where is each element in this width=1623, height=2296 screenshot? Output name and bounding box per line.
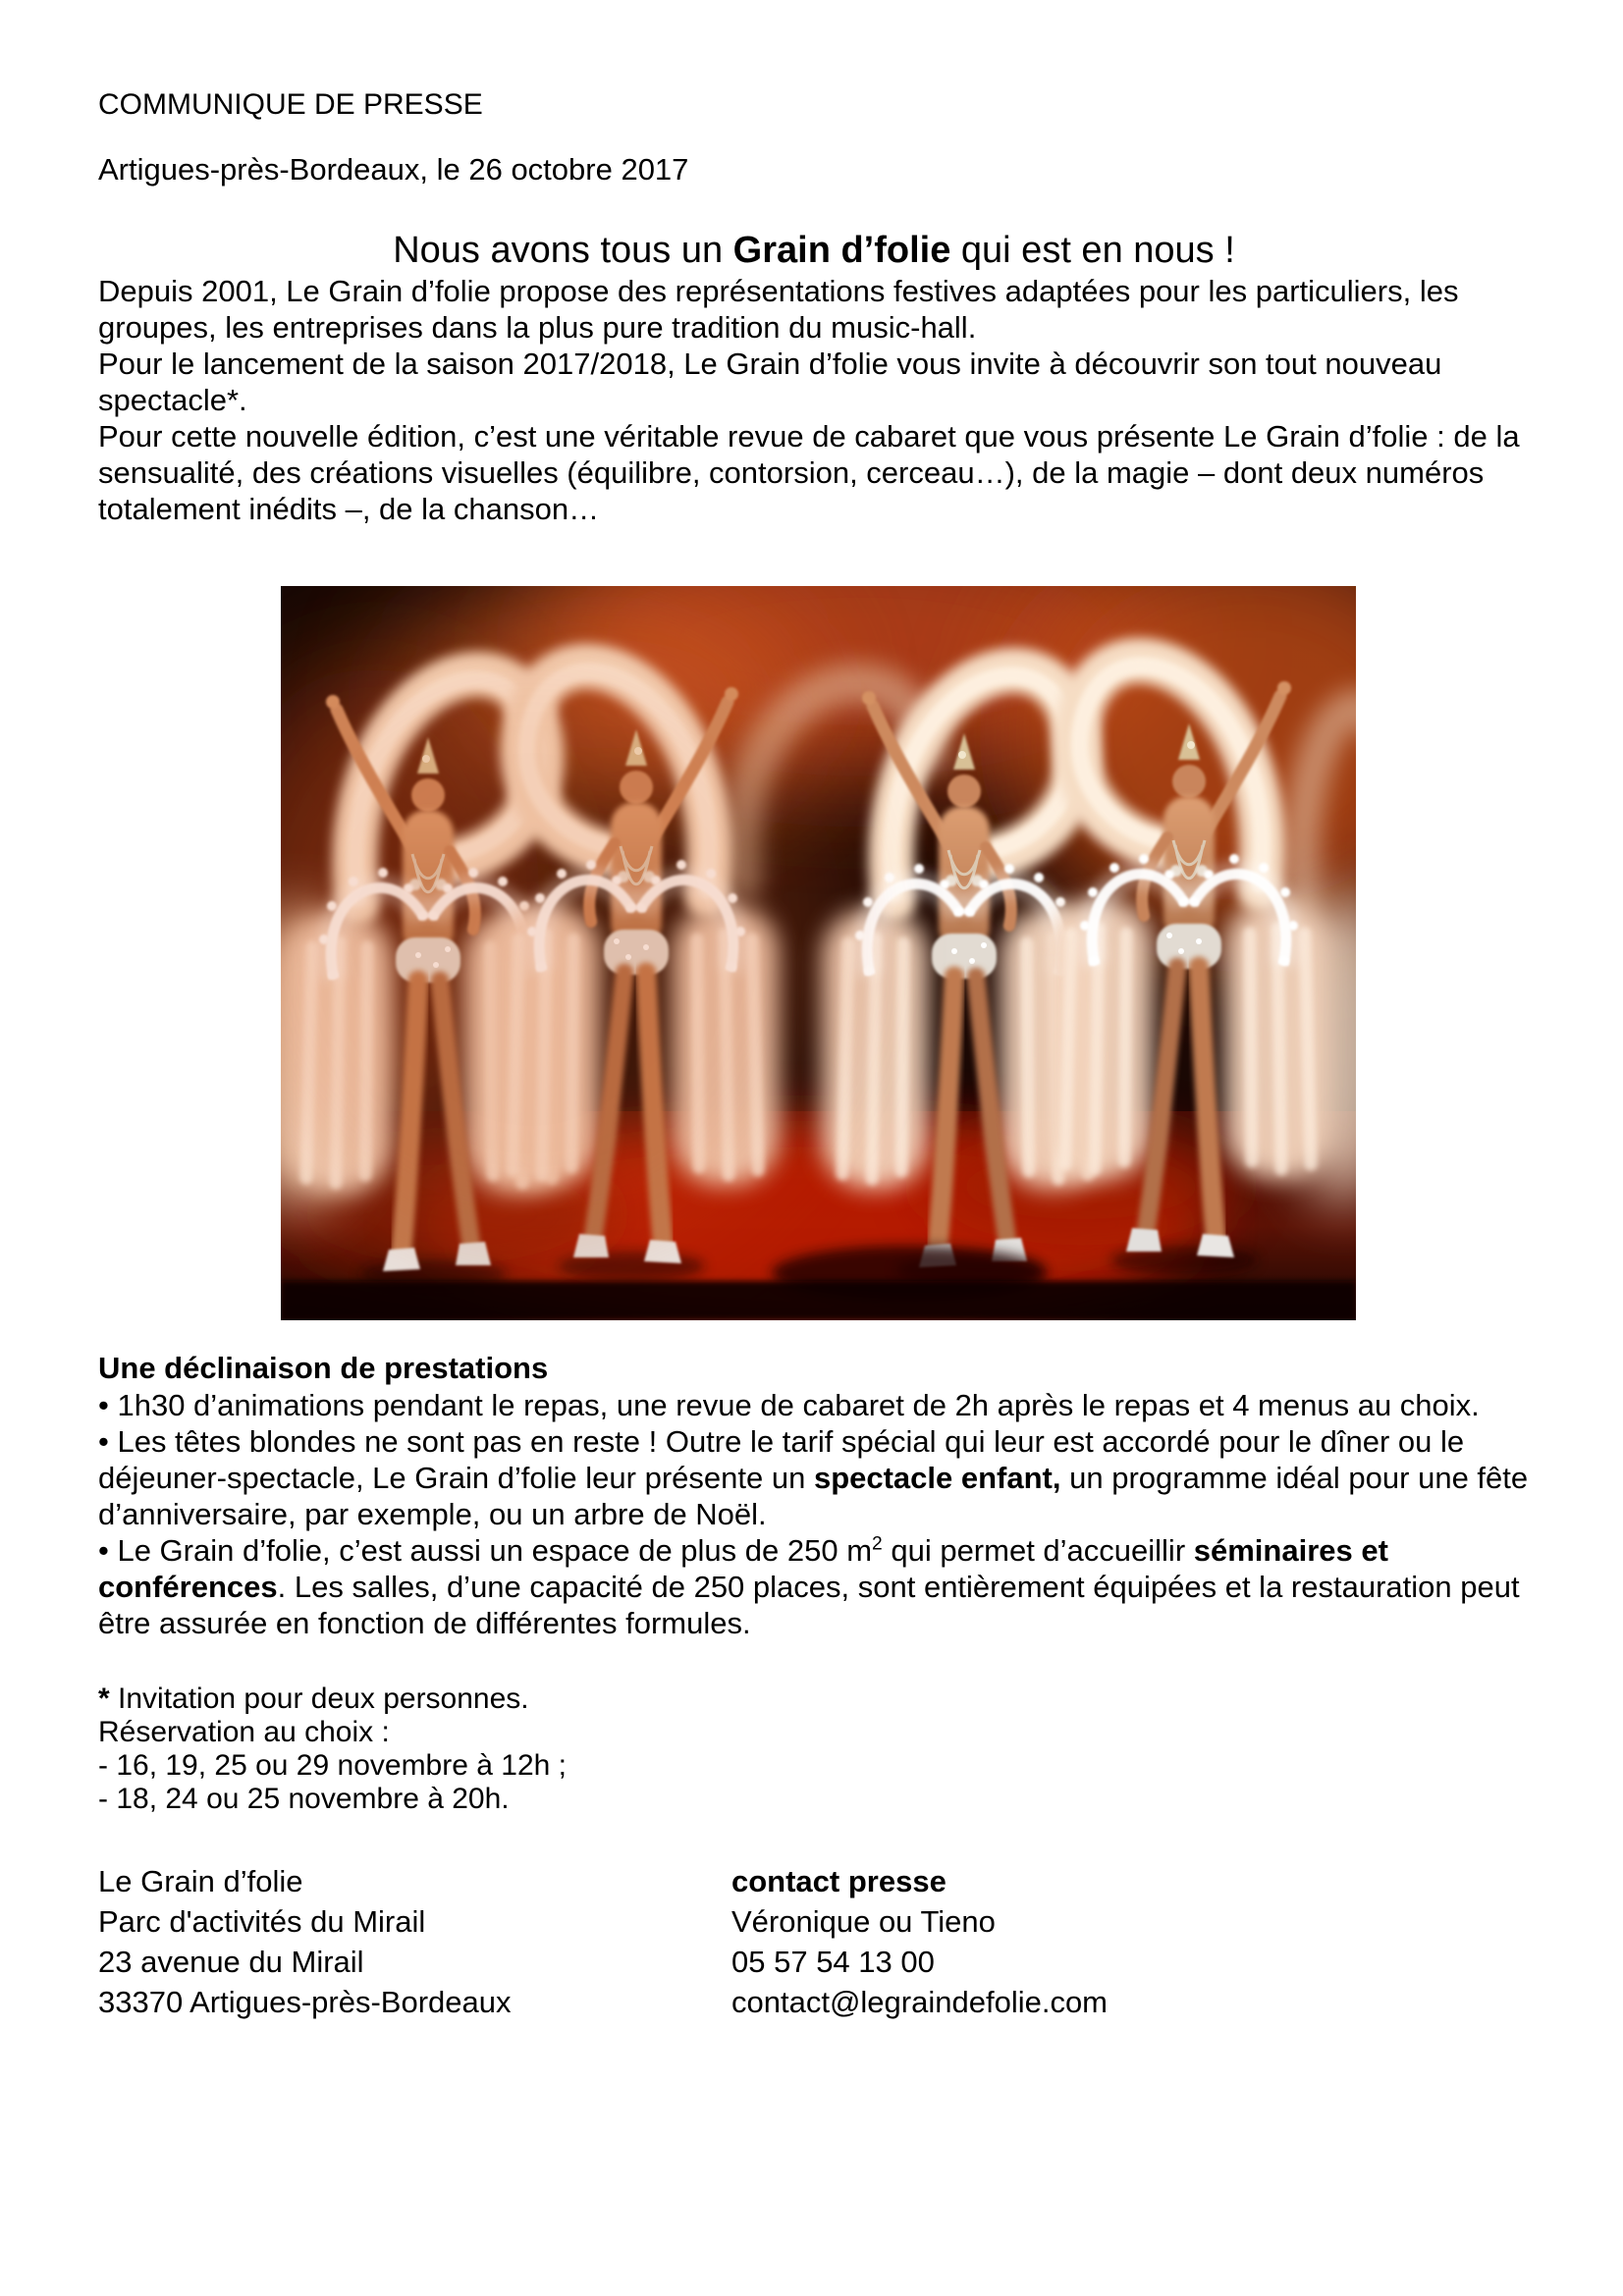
section-heading: Une déclinaison de prestations (98, 1351, 549, 1385)
bullet2-bold: spectacle enfant, (813, 1461, 1061, 1495)
bullet-item-3 (98, 1532, 1530, 1641)
bullet3-pre: • Le Grain d’folie, c’est aussi un espace de plus de 250 m (98, 1533, 873, 1568)
invitation-note (98, 1682, 1530, 1716)
dateline: Artigues-près-Bordeaux, le 26 octobre 2017 (98, 152, 689, 187)
footer-contact-block (98, 1861, 1530, 2022)
press-contact-heading: contact presse (731, 1864, 947, 1898)
cabaret-dancers-illustration (281, 586, 1356, 1320)
bullet-item-1: • 1h30 d’animations pendant le repas, une revue de cabaret de 2h après le repas et 4 menus au choix. (98, 1388, 1480, 1422)
reservation-option-2: - 18, 24 ou 25 novembre à 20h. (98, 1783, 510, 1815)
bullet2-pre: • Les têtes blondes ne sont pas en reste ! Outre le tarif spécial qui leur est accordé pour le dîner ou le déjeuner-spectacle, Le Grain d’folie leur présente un (98, 1424, 1465, 1495)
intro-paragraph-3: Pour cette nouvelle édition, c’est une véritable revue de cabaret que vous présente Le Grain d’folie : de la sensualité, des créations visuelles (équilibre, contorsion, cerceau…), de la magie – dont deux numéros totalement inédits –, de la chanson… (98, 419, 1520, 526)
asterisk: * (98, 1682, 110, 1715)
company-address-line-2: 23 avenue du Mirail (98, 1945, 364, 1979)
press-contact (731, 1861, 1108, 2022)
company-address (98, 1861, 731, 2022)
footnotes-block (98, 1682, 1530, 1816)
company-address-line-1: Parc d'activités du Mirail (98, 1904, 426, 1939)
stage-photo (281, 586, 1356, 1320)
bullet3-mid: qui permet d’accueillir (882, 1533, 1194, 1568)
page-title (98, 228, 1530, 273)
company-address-line-3: 33370 Artigues-près-Bordeaux (98, 1985, 512, 2019)
reservation-option-1: - 16, 19, 25 ou 29 novembre à 12h ; (98, 1749, 567, 1782)
bullet3-superscript: 2 (872, 1533, 883, 1555)
press-contact-names: Véronique ou Tieno (731, 1904, 996, 1939)
press-contact-phone: 05 57 54 13 00 (731, 1945, 935, 1979)
intro-paragraph-1: Depuis 2001, Le Grain d’folie propose des représentations festives adaptées pour les particuliers, les groupes, les entreprises dans la plus pure tradition du music-hall. (98, 274, 1459, 345)
intro-paragraph-2: Pour le lancement de la saison 2017/2018, Le Grain d’folie vous invite à découvrir son tout nouveau spectacle*. (98, 347, 1442, 417)
press-release-kicker: COMMUNIQUE DE PRESSE (98, 88, 483, 121)
bullet2-post: un programme idéal pour une fête d’anniversaire, par exemple, ou un arbre de Noël. (98, 1461, 1529, 1531)
title-post: qui est en nous ! (950, 230, 1235, 271)
title-pre: Nous avons tous un (393, 230, 733, 271)
invitation-text: Invitation pour deux personnes. (109, 1682, 529, 1715)
title-brand: Grain d’folie (732, 230, 951, 271)
bullet3-bold: séminaires et conférences (98, 1533, 1388, 1604)
reservation-note: Réservation au choix : (98, 1716, 390, 1748)
company-name: Le Grain d’folie (98, 1864, 303, 1898)
bullet3-post: . Les salles, d’une capacité de 250 places, sont entièrement équipées et la restauration peut être assurée en fonction de différentes formules. (98, 1570, 1520, 1640)
press-contact-email: contact@legraindefolie.com (731, 1985, 1109, 2019)
bullet-item-2 (98, 1423, 1530, 1532)
